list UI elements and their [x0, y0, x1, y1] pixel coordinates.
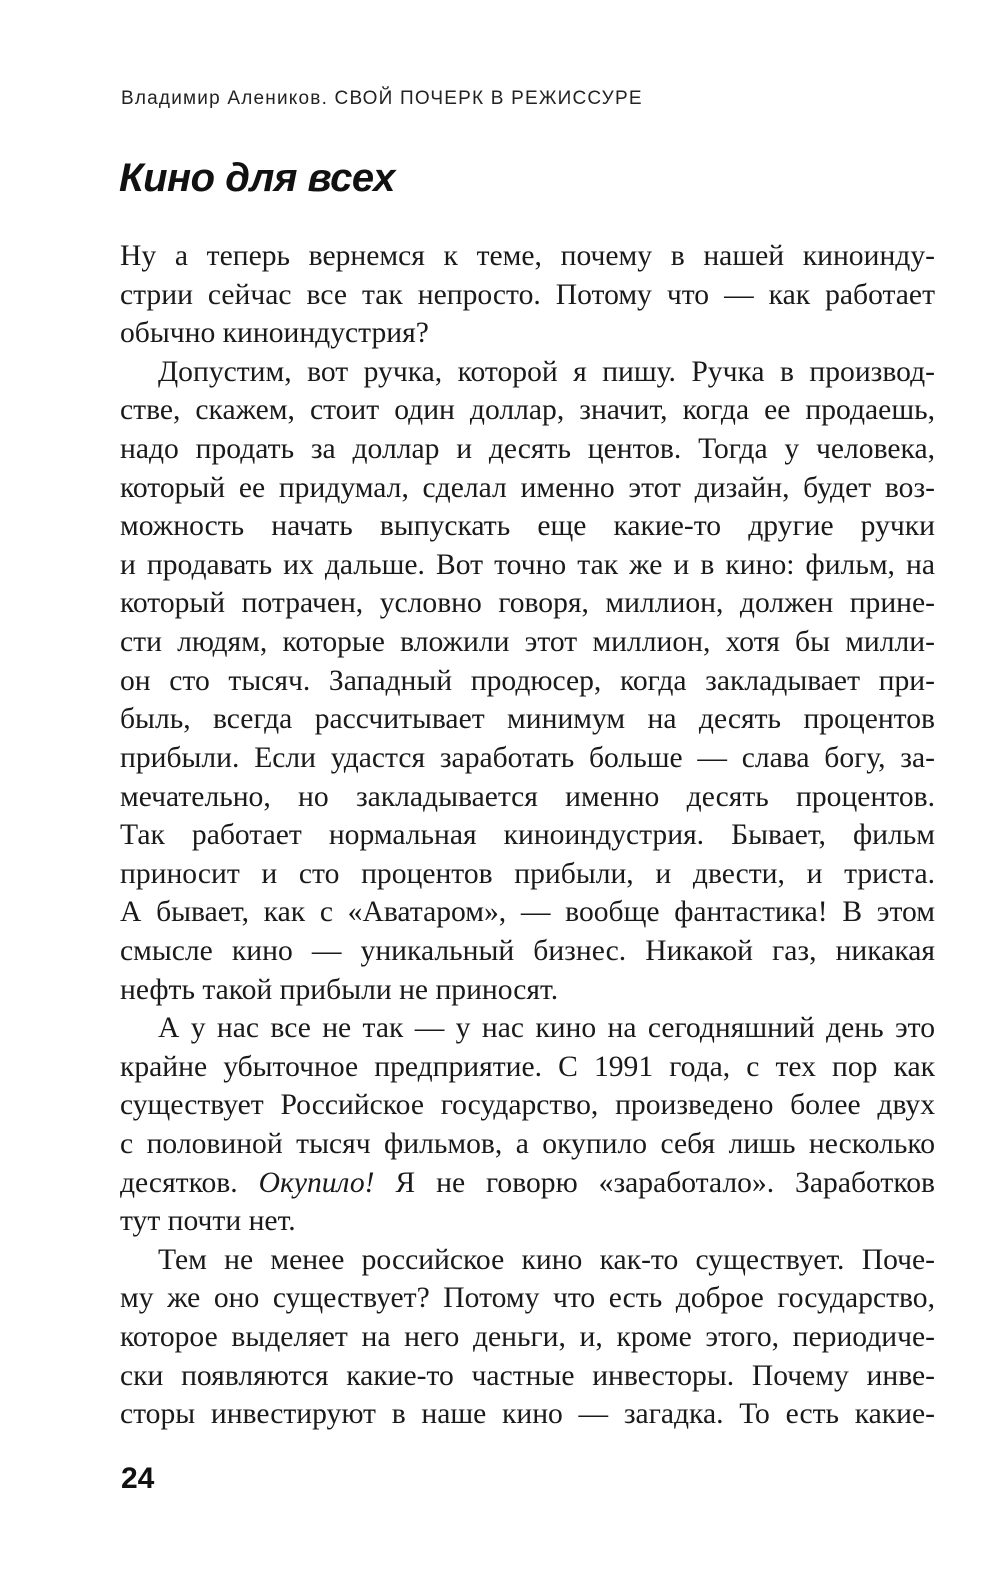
text-line-with-emphasis	[120, 1164, 935, 1203]
text-line: Допустим, вот ручка, которой я пишу. Ручка в производ-	[158, 355, 935, 388]
text-line: крайне убыточное предприятие. С 1991 года, с тех пор как	[120, 1050, 935, 1083]
text-line: быль, всегда рассчитывает минимум на десять процентов	[120, 703, 935, 736]
text-line: можность начать выпускать еще какие-то другие ручки	[120, 510, 935, 543]
running-head: Владимир Алеников. СВОЙ ПОЧЕРК В РЕЖИССУРЕ	[121, 88, 643, 109]
text-line: прибыли. Если удастся заработать больше — слава богу, за-	[120, 741, 935, 774]
text-line: смысле кино — уникальный бизнес. Никакой газ, никакая	[120, 934, 935, 967]
chapter-title: Кино для всех	[119, 156, 395, 200]
text-line: надо продать за доллар и десять центов. Тогда у человека,	[120, 433, 935, 466]
text-line: и продавать их дальше. Вот точно так же и в кино: фильм, на	[120, 548, 935, 581]
text-line: стрии сейчас все так непросто. Потому что — как работает	[120, 278, 935, 311]
text-line: му же оно существует? Потому что есть доброе государство,	[120, 1282, 935, 1315]
text-line: Тем не менее российское кино как-то существует. Поче-	[158, 1243, 935, 1276]
body-text	[120, 237, 935, 1434]
text-line: Ну а теперь вернемся к теме, почему в нашей киноинду-	[120, 240, 935, 272]
text-line: он сто тысяч. Западный продюсер, когда закладывает при-	[120, 664, 935, 697]
text-line: сторы инвестируют в наше кино — загадка. То есть какие-	[120, 1398, 935, 1431]
text-segment: Я не говорю «заработало». Заработков	[374, 1166, 935, 1199]
text-line: обычно киноиндустрия?	[120, 317, 429, 350]
text-line: Так работает нормальная киноиндустрия. Бывает, фильм	[120, 819, 935, 852]
text-line: который ее придумал, сделал именно этот дизайн, будет воз-	[120, 471, 935, 504]
text-line: ски появляются какие-то частные инвесторы. Почему инве-	[120, 1359, 935, 1392]
emphasis-text: Окупило!	[258, 1166, 375, 1199]
text-line: тут почти нет.	[120, 1205, 296, 1238]
text-line: А у нас все не так — у нас кино на сегодняшний день это	[158, 1012, 935, 1045]
text-line: сти людям, которые вложили этот миллион, хотя бы милли-	[120, 626, 935, 659]
text-line: мечательно, но закладывается именно десять процентов.	[120, 780, 935, 813]
text-line: существует Российское государство, произведено более двух	[120, 1089, 935, 1122]
text-line: А бывает, как с «Аватаром», — вообще фантастика! В этом	[120, 896, 935, 929]
text-line: стве, скажем, стоит один доллар, значит, когда ее продаешь,	[120, 394, 935, 427]
page-number: 24	[121, 1462, 155, 1495]
text-line: приносит и сто процентов прибыли, и двести, и триста.	[120, 857, 935, 890]
text-line: нефть такой прибыли не приносят.	[120, 973, 559, 1006]
text-line: которое выделяет на него деньги, и, кроме этого, периодиче-	[120, 1321, 935, 1354]
text-line: с половиной тысяч фильмов, а окупило себя лишь несколько	[120, 1128, 935, 1161]
text-segment: десятков.	[120, 1166, 259, 1199]
text-line: который потрачен, условно говоря, миллион, должен прине-	[120, 587, 935, 620]
